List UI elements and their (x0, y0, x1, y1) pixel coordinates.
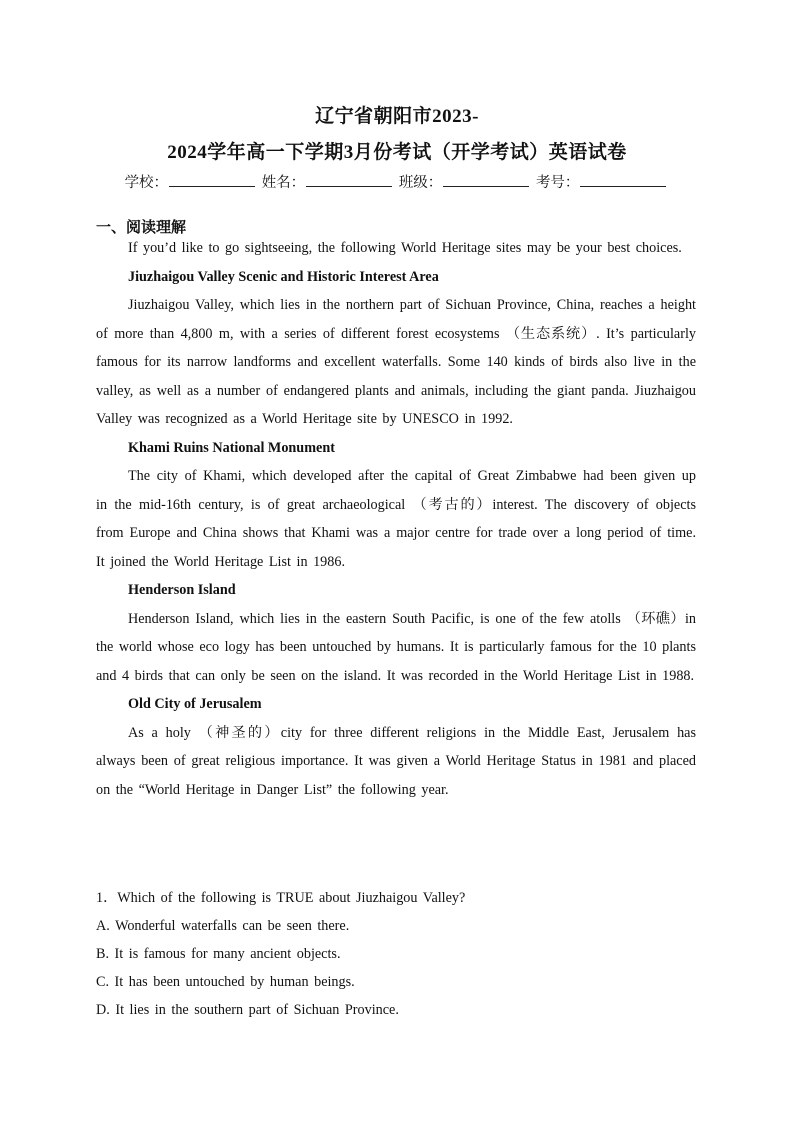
name-blank[interactable] (306, 174, 392, 187)
exam-title-line-2: 2024学年高一下学期3月份考试（开学考试）英语试卷 (167, 142, 627, 163)
school-label: 学校： (124, 175, 169, 191)
site-heading-jerusalem: Old City of Jerusalem (128, 696, 262, 712)
option-b[interactable]: B. It is famous for many ancient objects. (96, 946, 341, 962)
site-text-khami: The city of Khami, which developed after the capital of Great Zimbabwe had been given up in the mid-16th century, is of great archaeological （考古的）interest. The discovery of objects from Europe and China shows that Khami was a major centre for trade over a long period of time. It joined the World Heritage List in 1986. (96, 468, 696, 570)
site-heading-khami: Khami Ruins National Monument (128, 439, 335, 456)
option-d[interactable]: D. It lies in the southern part of Sichuan Province. (96, 1002, 399, 1018)
reading-passage (96, 234, 696, 804)
section-title: 一、阅读理解 (96, 220, 187, 236)
site-heading-henderson: Henderson Island (128, 582, 236, 598)
student-info-row (0, 171, 794, 192)
name-label: 姓名： (261, 175, 306, 191)
exam-number-label: 考号： (535, 175, 580, 191)
exam-title-line-1: 辽宁省朝阳市2023- (315, 106, 479, 127)
question-1 (96, 884, 706, 1024)
school-blank[interactable] (169, 174, 255, 187)
option-c[interactable]: C. It has been untouched by human beings. (96, 974, 355, 990)
exam-number-blank[interactable] (580, 174, 666, 187)
question-stem: 1．Which of the following is TRUE about Jiuzhaigou Valley? (96, 890, 466, 906)
site-text-henderson: Henderson Island, which lies in the eastern South Pacific, is one of the few atolls （环礁）in the world whose eco logy has been untouched by humans. It is particularly famous for the 10 plants and 4 birds that can only be seen on the island. It was recorded in the World Heritage List in 1988. (96, 610, 696, 684)
class-label: 班级： (398, 175, 443, 191)
site-text-jerusalem: As a holy （神圣的）city for three different religions in the Middle East, Jerusalem has always been of great religious importance. It was given a World Heritage Status in 1981 and placed on the “World Heritage in Danger List” the following year. (96, 724, 696, 798)
option-a[interactable]: A. Wonderful waterfalls can be seen there. (96, 918, 350, 934)
site-heading-jiuzhaigou: Jiuzhaigou Valley Scenic and Historic Interest Area (128, 268, 439, 285)
site-text-jiuzhaigou: Jiuzhaigou Valley, which lies in the northern part of Sichuan Province, China, reaches a height of more than 4,800 m, with a series of different forest ecosystems （生态系统）. It’s particularly famous for its narrow landforms and excellent waterfalls. Some 140 kinds of birds also live in the valley, as well as a number of endangered plants and animals, including the giant panda. Jiuzhaigou Valley was recognized as a World Heritage site by UNESCO in 1992. (96, 297, 696, 427)
passage-intro: If you’d like to go sightseeing, the following World Heritage sites may be your best choices. (128, 240, 682, 256)
class-blank[interactable] (443, 174, 529, 187)
